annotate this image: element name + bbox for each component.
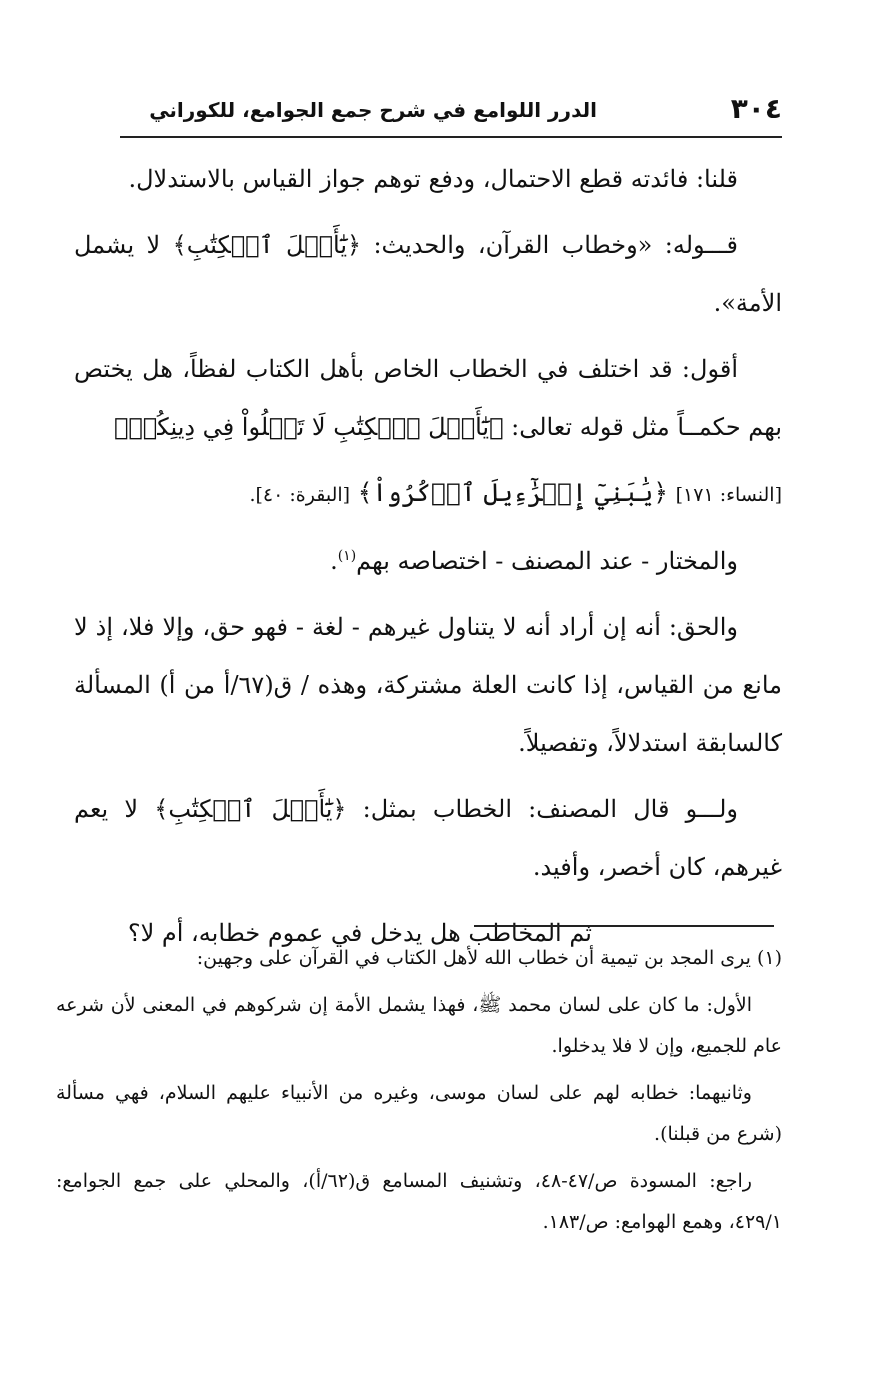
footnotes — [56, 938, 782, 1249]
main-text — [74, 150, 782, 970]
surah-ref-baqara: [البقرة: ٤٠]. — [249, 484, 351, 506]
footnote-marker: (١) — [337, 548, 357, 564]
paragraph-2: قـــوله: «وخطاب القرآن، والحديث: ﴿يَٰٓأَهۡلَ ٱلۡكِتَٰبِ﴾ لا يشمل الأمة». — [74, 231, 782, 317]
page-number: ٣٠٤ — [730, 92, 782, 125]
paragraph-5-text: والمختار - عند المصنف - اختصاصه بهم — [356, 547, 738, 575]
footnote-1-sources: راجع: المسودة ص/٤٧-٤٨، وتشنيف المسامع ق(٦٢/أ)، والمحلي على جمع الجوامع: ٤٢٩/١، وهمع الهوامع: ص/١٨٣. — [56, 1170, 782, 1233]
footnote-1-first: الأول: ما كان على لسان محمد ﷺ، فهذا يشمل الأمة إن شركوهم في المعنى لأن شرعه عام للجميع، وإن لا فلا يدخلوا. — [56, 994, 782, 1057]
footnote-divider — [474, 925, 774, 927]
paragraph-1: قلنا: فائدته قطع الاحتمال، ودفع توهم جواز القياس بالاستدلال. — [128, 165, 738, 193]
footnote-1-second: وثانيهما: خطابه لهم على لسان موسى، وغيره من الأنبياء عليهم السلام، فهي مسألة (شرع من قبلنا). — [56, 1082, 782, 1145]
paragraph-5 — [74, 532, 782, 590]
paragraph-8: ثم المخاطب هل يدخل في عموم خطابه، أم لا؟ — [127, 919, 592, 947]
surah-ref-nisa: [النساء: ١٧١] — [675, 484, 782, 506]
paragraph-verse-refs — [74, 464, 782, 524]
footnote-1: (١) يرى المجد بن تيمية أن خطاب الله لأهل الكتاب في القرآن على وجهين: — [196, 947, 782, 969]
paragraph-6: والحق: أنه إن أراد أنه لا يتناول غيرهم - لغة - فهو حق، وإلا فلا، إذ لا مانع من القياس، إذا كانت العلة مشتركة، وهذه / ق(٦٧/أ من أ) المسألة كالسابقة استدلالاً، وتفصيلاً. — [74, 613, 782, 757]
paragraph-3: أقول: قد اختلف في الخطاب الخاص بأهل الكتاب لفظاً، هل يختص بهم حكمــاً مثل قوله تعالى: ﴿يَٰٓأَهۡلَ ٱلۡكِتَٰبِ لَا تَغۡلُواْ فِي دِينِكُمۡ﴾ — [74, 355, 782, 441]
paragraph-5-end: . — [330, 547, 338, 575]
running-title: الدرر اللوامع في شرح جمع الجوامع، للكوراني — [149, 98, 597, 122]
paragraph-7: ولـــو قال المصنف: الخطاب بمثل: ﴿يَٰٓأَهۡلَ ٱلۡكِتَٰبِ﴾ لا يعم غيرهم، كان أخصر، وأفيد. — [74, 795, 782, 881]
page-header — [120, 92, 782, 138]
verse-bani-israil: ﴿يَٰبَنِيٓ إِسۡرَٰٓءِيلَ ٱذۡكُرُواْ﴾ — [357, 478, 668, 507]
